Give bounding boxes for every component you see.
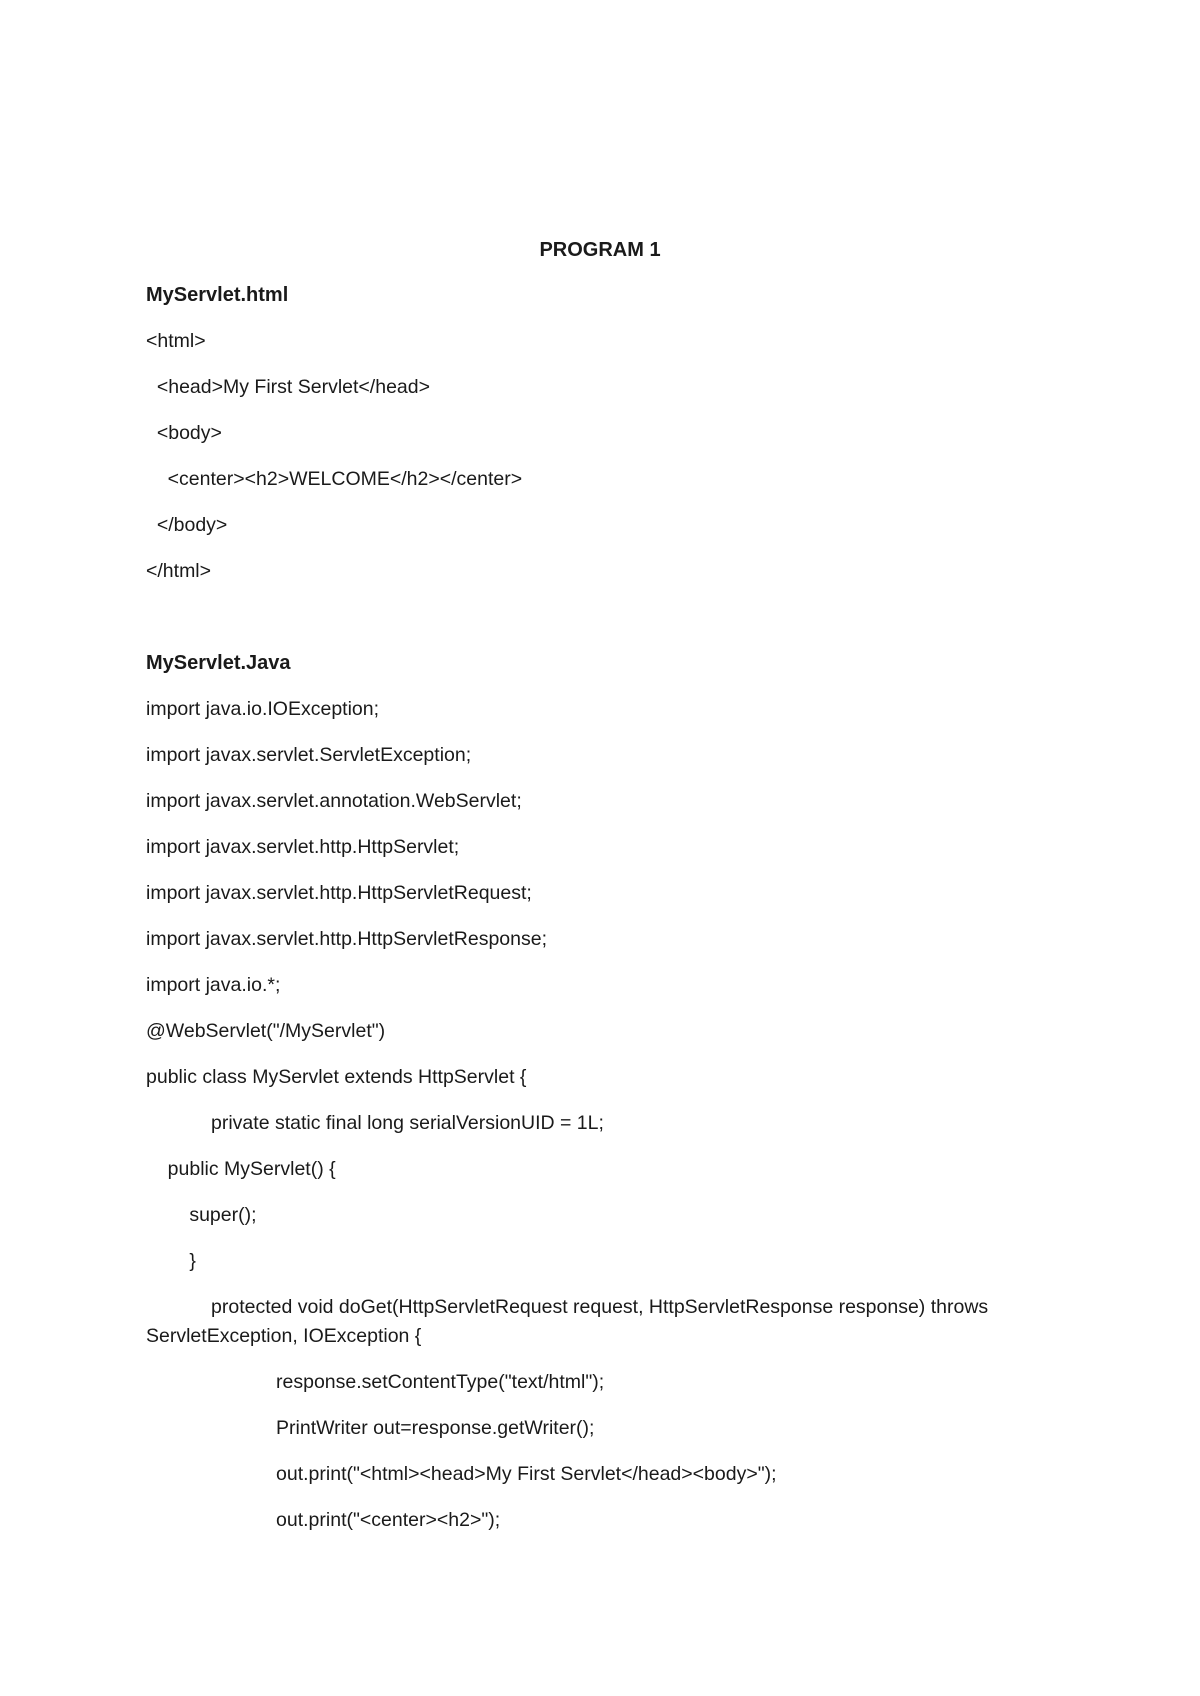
code-line: import javax.servlet.http.HttpServletResponse;	[146, 928, 548, 950]
code-line: ServletException, IOException {	[146, 1325, 422, 1347]
code-line: super();	[146, 1204, 257, 1226]
code-line: <center><h2>WELCOME</h2></center>	[146, 468, 523, 490]
code-line: import java.io.IOException;	[146, 698, 380, 720]
code-line: <body>	[146, 422, 222, 444]
code-line: </body>	[146, 514, 228, 536]
code-line: import java.io.*;	[146, 974, 281, 996]
code-line: </html>	[146, 560, 212, 582]
page-title: PROGRAM 1	[539, 239, 661, 261]
code-line: import javax.servlet.annotation.WebServlet;	[146, 790, 522, 812]
code-line: PrintWriter out=response.getWriter();	[146, 1417, 595, 1439]
section-heading-html: MyServlet.html	[146, 284, 289, 306]
code-line: response.setContentType("text/html");	[146, 1371, 605, 1393]
code-line: import javax.servlet.http.HttpServletRequest;	[146, 882, 532, 904]
code-line: public MyServlet() {	[146, 1158, 336, 1180]
code-line: <html>	[146, 330, 206, 352]
code-line: import javax.servlet.ServletException;	[146, 744, 472, 766]
code-line: private static final long serialVersionUID = 1L;	[146, 1112, 604, 1134]
code-line: out.print("<center><h2>");	[146, 1509, 501, 1531]
code-line: <head>My First Servlet</head>	[146, 376, 430, 398]
code-line: public class MyServlet extends HttpServlet {	[146, 1066, 527, 1088]
code-line: out.print("<html><head>My First Servlet</head><body>");	[146, 1463, 777, 1485]
code-line: import javax.servlet.http.HttpServlet;	[146, 836, 460, 858]
code-line: }	[146, 1250, 196, 1272]
code-line: @WebServlet("/MyServlet")	[146, 1020, 386, 1042]
code-line: protected void doGet(HttpServletRequest request, HttpServletResponse response) throws	[146, 1296, 989, 1318]
section-heading-java: MyServlet.Java	[146, 652, 291, 674]
